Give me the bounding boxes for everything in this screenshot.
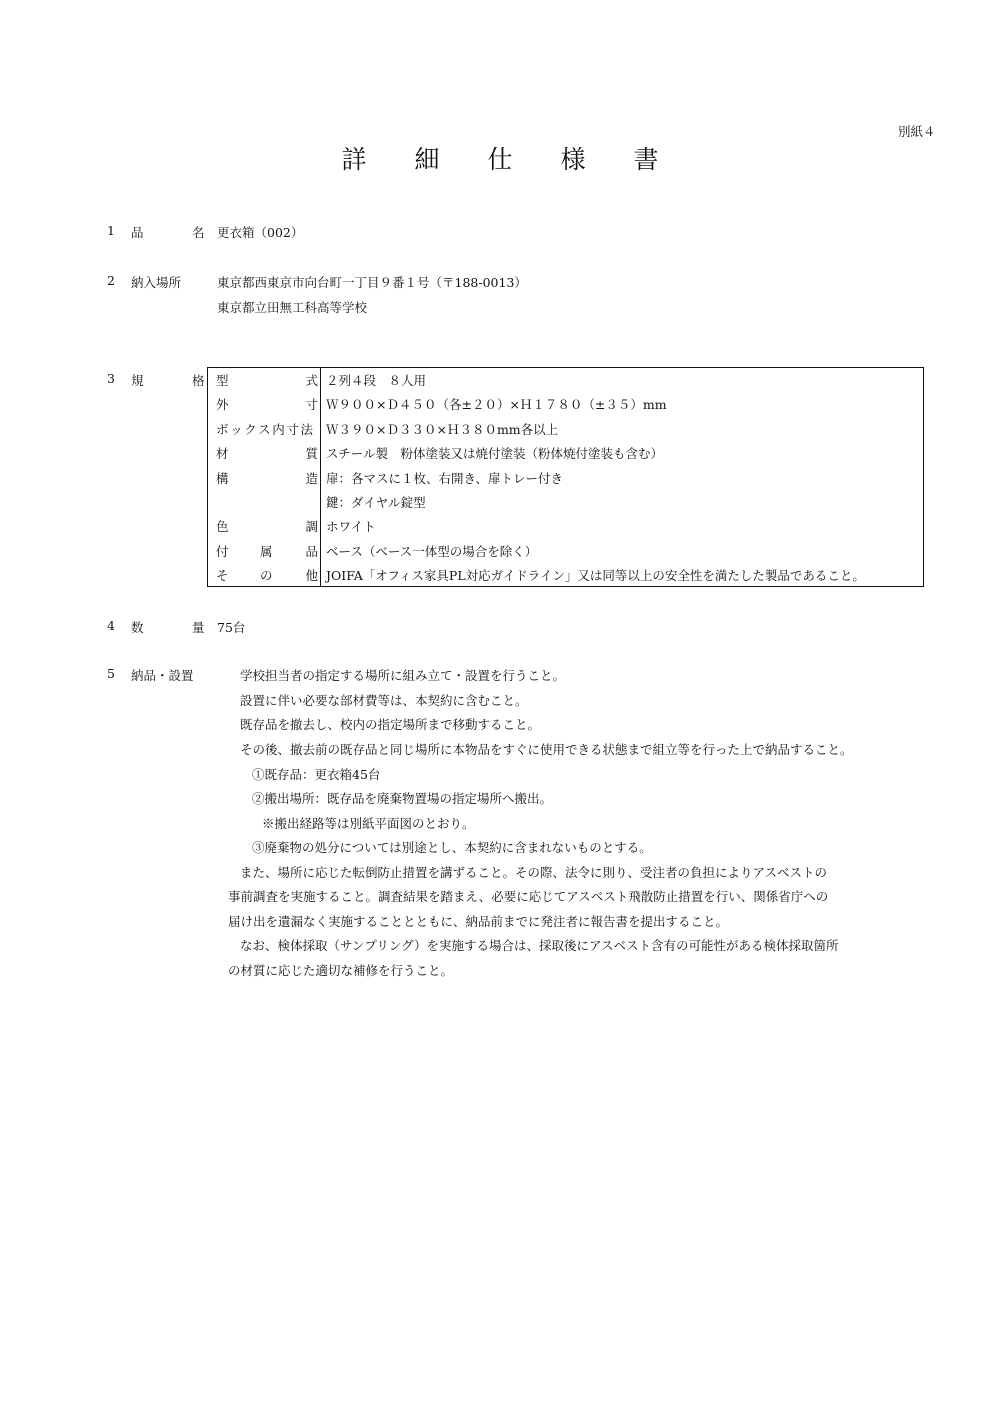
- item5-number: 5: [107, 666, 115, 681]
- item5-line: なお、検体採取（サンプリング）を実施する場合は、採取後にアスベスト含有の可能性がある検体採取箇所: [240, 938, 839, 953]
- item5-line: その後、撤去前の既存品と同じ場所に本物品をすぐに使用できる状態まで組立等を行った上で納品すること。: [240, 742, 853, 757]
- item1-value: 更衣箱（002）: [217, 225, 304, 240]
- spec-value: ２列４段 ８人用: [326, 373, 427, 388]
- item4-label-a: 数: [131, 620, 144, 635]
- spec-value: ベース（ベース一体型の場合を除く）: [326, 543, 538, 559]
- item1-label-b: 名: [192, 225, 205, 240]
- spec-row-color: 色 調 ホワイト: [216, 519, 376, 535]
- item2-line: 東京都立田無工科高等学校: [217, 300, 368, 315]
- title-char: 書: [633, 145, 659, 174]
- item5-label: 納品・設置: [131, 668, 194, 683]
- title-char: 詳: [341, 145, 367, 174]
- spec-row-accessories: 付 属 品 ベース（ベース一体型の場合を除く）: [216, 543, 538, 559]
- spec-value: Ｗ３９０×Ｄ３３０×Ｈ３８０mm各以上: [326, 421, 559, 437]
- item5-line: 事前調査を実施すること。調査結果を踏まえ、必要に応じてアスベスト飛散防止措置を行い、関係省庁への: [228, 889, 829, 904]
- title-char: 細: [414, 145, 440, 174]
- spec-value: JOIFA「オフィス家具PL対応ガイドライン」又は同等以上の安全性を満たした製品であること。: [326, 568, 865, 584]
- spec-value: 扉：各マスに１枚、右開き、扉トレー付き: [326, 470, 564, 486]
- document-title: [0, 140, 1000, 176]
- item3-label-b: 格: [192, 373, 205, 388]
- spec-row-type: 型 式 ２列４段 ８人用: [216, 373, 427, 388]
- spec-row-lock: [208, 490, 923, 514]
- item2-number: 2: [107, 273, 115, 288]
- item5-line: 既存品を撤去し、校内の指定場所まで移動すること。: [240, 717, 541, 732]
- item5-line: 設置に伴い必要な部材費等は、本契約に含むこと。: [240, 693, 528, 708]
- spec-row-box-inner: ボックス内寸法 Ｗ３９０×Ｄ３３０×Ｈ３８０mm各以上: [216, 421, 559, 437]
- item5-line: 届け出を遺漏なく実施することとともに、納品前までに発注者に報告書を提出すること。: [228, 914, 729, 929]
- spec-value: Ｗ９００×Ｄ４５０（各±２０）×Ｈ１７８０（±３５）mm: [326, 397, 667, 413]
- item3-number: 3: [107, 371, 115, 386]
- spec-table: [207, 367, 924, 587]
- spec-row-dimensions: 外 寸 Ｗ９００×Ｄ４５０（各±２０）×Ｈ１７８０（±３５）mm: [216, 397, 667, 413]
- item5-line: 学校担当者の指定する場所に組み立て・設置を行うこと。: [240, 668, 566, 683]
- item5-line: ①既存品：更衣箱45台: [252, 767, 381, 782]
- item5-line: ③廃棄物の処分については別途とし、本契約に含まれないものとする。: [252, 840, 652, 855]
- spec-row-other: そ の 他 JOIFA「オフィス家具PL対応ガイドライン」又は同等以上の安全性を満たした製品であること。: [216, 568, 865, 584]
- spec-row-structure: 構 造 扉：各マスに１枚、右開き、扉トレー付き: [216, 470, 564, 486]
- title-char: 仕: [487, 145, 513, 174]
- item4-value: 75台: [217, 620, 246, 635]
- spec-value: ホワイト: [326, 519, 376, 535]
- item5-line: また、場所に応じた転倒防止措置を講ずること。その際、法令に則り、受注者の負担によりアスベストの: [240, 865, 828, 880]
- spec-value: スチール製 粉体塗装又は焼付塗装（粉体焼付塗装も含む）: [326, 446, 664, 462]
- item3-label-a: 規: [131, 373, 144, 388]
- item1-label-a: 品: [131, 225, 144, 240]
- item2-line: 東京都西東京市向台町一丁目９番１号（〒188-0013）: [217, 275, 527, 290]
- item5-line: の材質に応じた適切な補修を行うこと。: [228, 963, 454, 978]
- item1-number: 1: [107, 223, 115, 238]
- spec-row-material: 材 質 スチール製 粉体塗装又は焼付塗装（粉体焼付塗装も含む）: [216, 446, 664, 462]
- item5-line: ②搬出場所：既存品を廃棄物置場の指定場所へ搬出。: [252, 791, 553, 806]
- item2-label: 納入場所: [131, 275, 182, 290]
- item5-line: ※搬出経路等は別紙平面図のとおり。: [262, 816, 475, 831]
- item4-number: 4: [107, 618, 115, 633]
- spec-value: 鍵：ダイヤル錠型: [326, 495, 426, 510]
- annex-label: 別紙４: [898, 124, 936, 139]
- item4-label-b: 量: [192, 620, 205, 635]
- title-char: 様: [560, 145, 586, 174]
